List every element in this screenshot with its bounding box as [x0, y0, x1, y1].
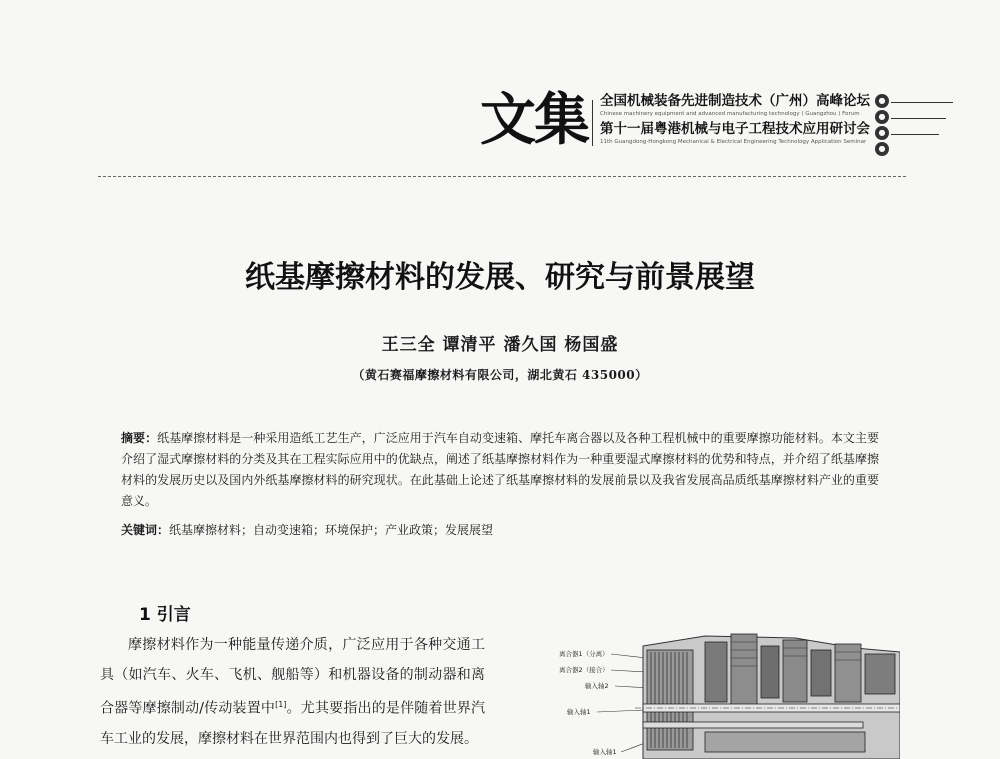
abstract-text: 纸基摩擦材料是一种采用造纸工艺生产，广泛应用于汽车自动变速箱、摩托车离合器以及各种工程机械中的重要摩擦功能材料。本文主要介绍了湿式摩擦材料的分类及其在工程实际应用中的优缺点，阐述了纸基摩擦材料作为一种重要湿式摩擦材料的优势和特点，并介绍了纸基摩擦材料的发展历史以及国内外纸基摩擦材料的研究现状。在此基础上论述了纸基摩擦材料的发展前景以及我省发展高品质纸基摩擦材料产业的重要意义。	[121, 431, 879, 508]
seal-icon: ●	[875, 142, 889, 156]
header-divider	[592, 100, 593, 146]
seal-icon: ●	[875, 110, 889, 124]
intro-text-cont: 。尤其要指出的是伴随着世界汽车工业的发展，摩擦材料在世界范围内也得到了巨大的发展。	[100, 700, 485, 747]
intro-text: 摩擦材料作为一种能量传递介质，广泛应用于各种交通工具（如汽车、火车、飞机、舰船等）和机器设备的制动器和离合器等摩擦制动/传动装置中	[100, 637, 485, 717]
header-text	[600, 92, 870, 146]
header-rule	[891, 118, 946, 119]
forum-title-cn: 全国机械装备先进制造技术（广州）高峰论坛	[600, 93, 870, 109]
abstract	[121, 428, 879, 512]
section-heading: 1 引言	[139, 605, 191, 625]
affiliation: （黄石赛福摩擦材料有限公司，湖北黄石 435000）	[352, 368, 648, 382]
seal-icon: ●	[875, 94, 889, 108]
fig-label-shaft1: 输入轴1	[567, 708, 591, 716]
seal-icon: ●	[875, 126, 889, 140]
fig-label-shaft2: 输入轴2	[585, 682, 609, 690]
keywords	[121, 520, 879, 540]
transmission-figure	[555, 628, 900, 759]
paper-title: 纸基摩擦材料的发展、研究与前景展望	[245, 260, 755, 295]
header-separator	[98, 176, 906, 179]
authors: 王三全 谭清平 潘久国 杨国盛	[381, 335, 619, 355]
transmission-diagram	[555, 628, 900, 759]
intro-paragraph	[100, 630, 485, 754]
fig-label-shaft1b: 输入轴1	[593, 748, 617, 756]
citation-ref: [1]	[275, 700, 287, 709]
proceedings-header	[480, 86, 960, 156]
seminar-title-en: 11th Guangdong-Hongkong Mechanical & Electrical Engineering Technology Application Seminar	[600, 139, 867, 145]
fig-label-clutch1: 离合器1（分离）	[559, 650, 609, 658]
fig-label-clutch2: 离合器2（接合）	[559, 666, 609, 674]
keywords-label: 关键词：	[121, 523, 170, 537]
abstract-label: 摘要：	[121, 431, 158, 445]
seminar-title-cn: 第十一届粤港机械与电子工程技术应用研讨会	[600, 121, 870, 137]
forum-title-en: Chinese machinery equipment and advanced manufacturing technology ( Guangzhou ) Forum	[600, 111, 860, 117]
header-rule	[891, 134, 939, 135]
wenji-logo: 文集	[480, 87, 588, 153]
header-rule	[891, 102, 953, 103]
keywords-text: 纸基摩擦材料；自动变速箱；环境保护；产业政策；发展展望	[169, 523, 494, 537]
